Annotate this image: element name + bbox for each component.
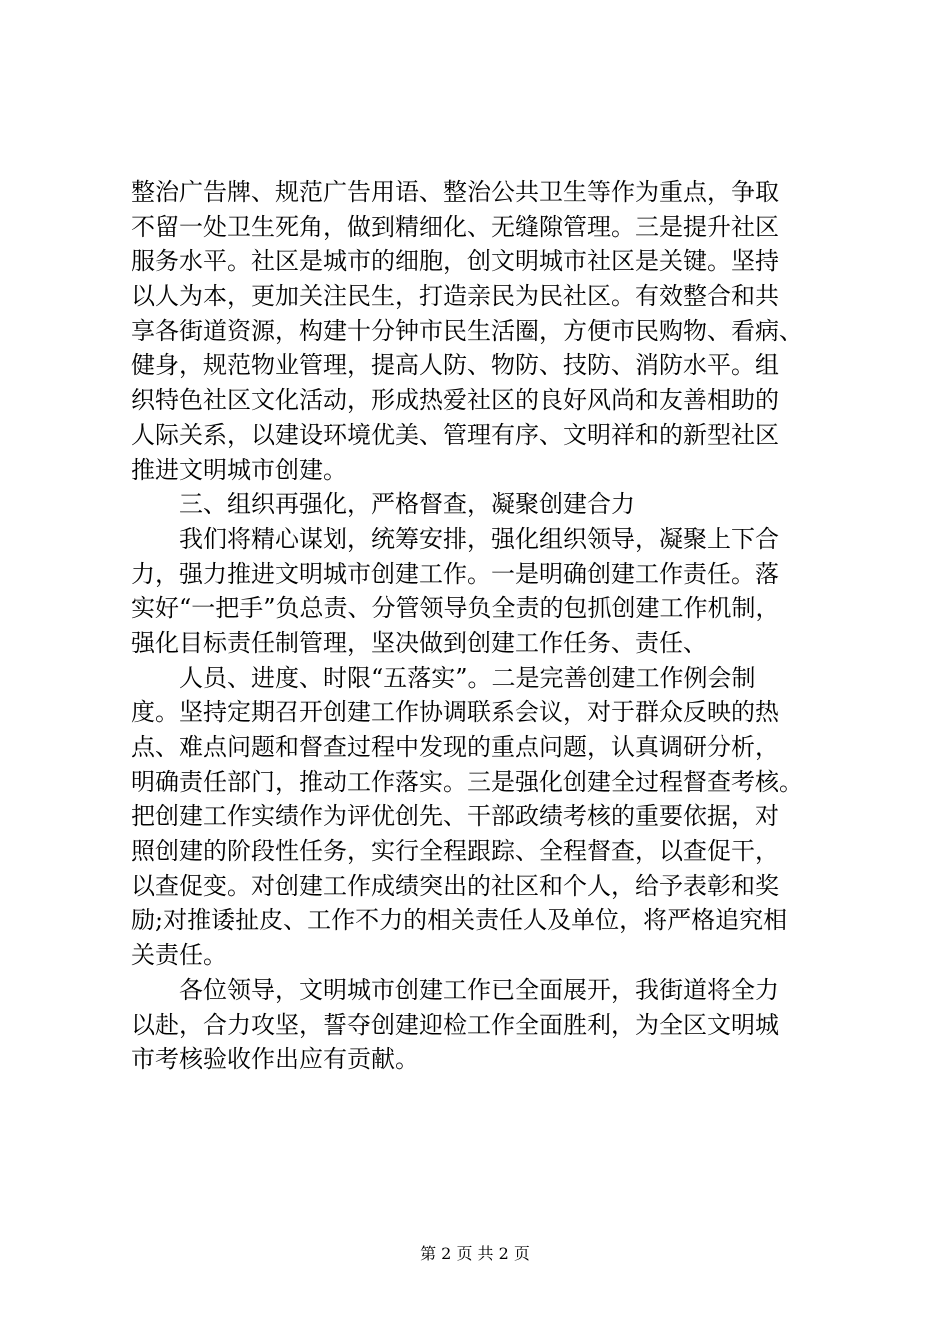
text-line: 推进文明城市创建。 — [131, 455, 347, 484]
text-line: 强化目标责任制管理，坚决做到创建工作任务、责任、 — [131, 628, 707, 657]
text-line: 以赴，合力攻坚，誓夺创建迎检工作全面胜利，为全区文明城 — [131, 1010, 779, 1039]
text-line: 各位领导，文明城市创建工作已全面展开，我街道将全力 — [131, 975, 779, 1004]
text-line: 照创建的阶段性任务，实行全程跟踪、全程督查，以查促干， — [131, 837, 779, 866]
text-line: 明确责任部门，推动工作落实。三是强化创建全过程督查考核。 — [131, 767, 803, 796]
text-line: 以查促变。对创建工作成绩突出的社区和个人，给予表彰和奖 — [131, 871, 779, 900]
text-line: 市考核验收作出应有贡献。 — [131, 1045, 419, 1074]
text-line: 整治广告牌、规范广告用语、整治公共卫生等作为重点，争取 — [131, 178, 779, 206]
document-body — [131, 175, 831, 1077]
section-heading: 三、组织再强化，严格督查，凝聚创建合力 — [131, 490, 635, 519]
text-line: 度。坚持定期召开创建工作协调联系会议，对于群众反映的热 — [131, 698, 779, 727]
page-footer — [0, 1243, 950, 1265]
text-line: 享各街道资源，构建十分钟市民生活圈，方便市民购物、看病、 — [131, 316, 803, 345]
text-line: 以人为本，更加关注民生，打造亲民为民社区。有效整合和共 — [131, 282, 779, 311]
text-line: 力，强力推进文明城市创建工作。一是明确创建工作责任。落 — [131, 559, 779, 588]
text-line: 服务水平。社区是城市的细胞，创文明城市社区是关键。坚持 — [131, 247, 779, 276]
text-line: 我们将精心谋划，统筹安排，强化组织领导，凝聚上下合 — [131, 524, 779, 553]
text-line: 不留一处卫生死角，做到精细化、无缝隙管理。三是提升社区 — [131, 212, 779, 241]
text-line: 点、难点问题和督查过程中发现的重点问题，认真调研分析， — [131, 733, 779, 761]
text-line: 人员、进度、时限“五落实”。二是完善创建工作例会制 — [131, 663, 756, 692]
page-number-label: 第 2 页 共 2 页 — [420, 1244, 530, 1263]
text-line: 关责任。 — [131, 941, 227, 970]
text-line: 励;对推诿扯皮、工作不力的相关责任人及单位，将严格追究相 — [131, 906, 788, 935]
text-line: 把创建工作实绩作为评优创先、干部政绩考核的重要依据，对 — [131, 802, 779, 831]
text-line: 织特色社区文化活动，形成热爱社区的良好风尚和友善相助的 — [131, 386, 779, 415]
text-line: 实好“一把手”负总责、分管领导负全责的包抓创建工作机制， — [131, 594, 780, 623]
text-line: 人际关系，以建设环境优美、管理有序、文明祥和的新型社区 — [131, 420, 779, 449]
text-line: 健身，规范物业管理，提高人防、物防、技防、消防水平。组 — [131, 351, 779, 380]
